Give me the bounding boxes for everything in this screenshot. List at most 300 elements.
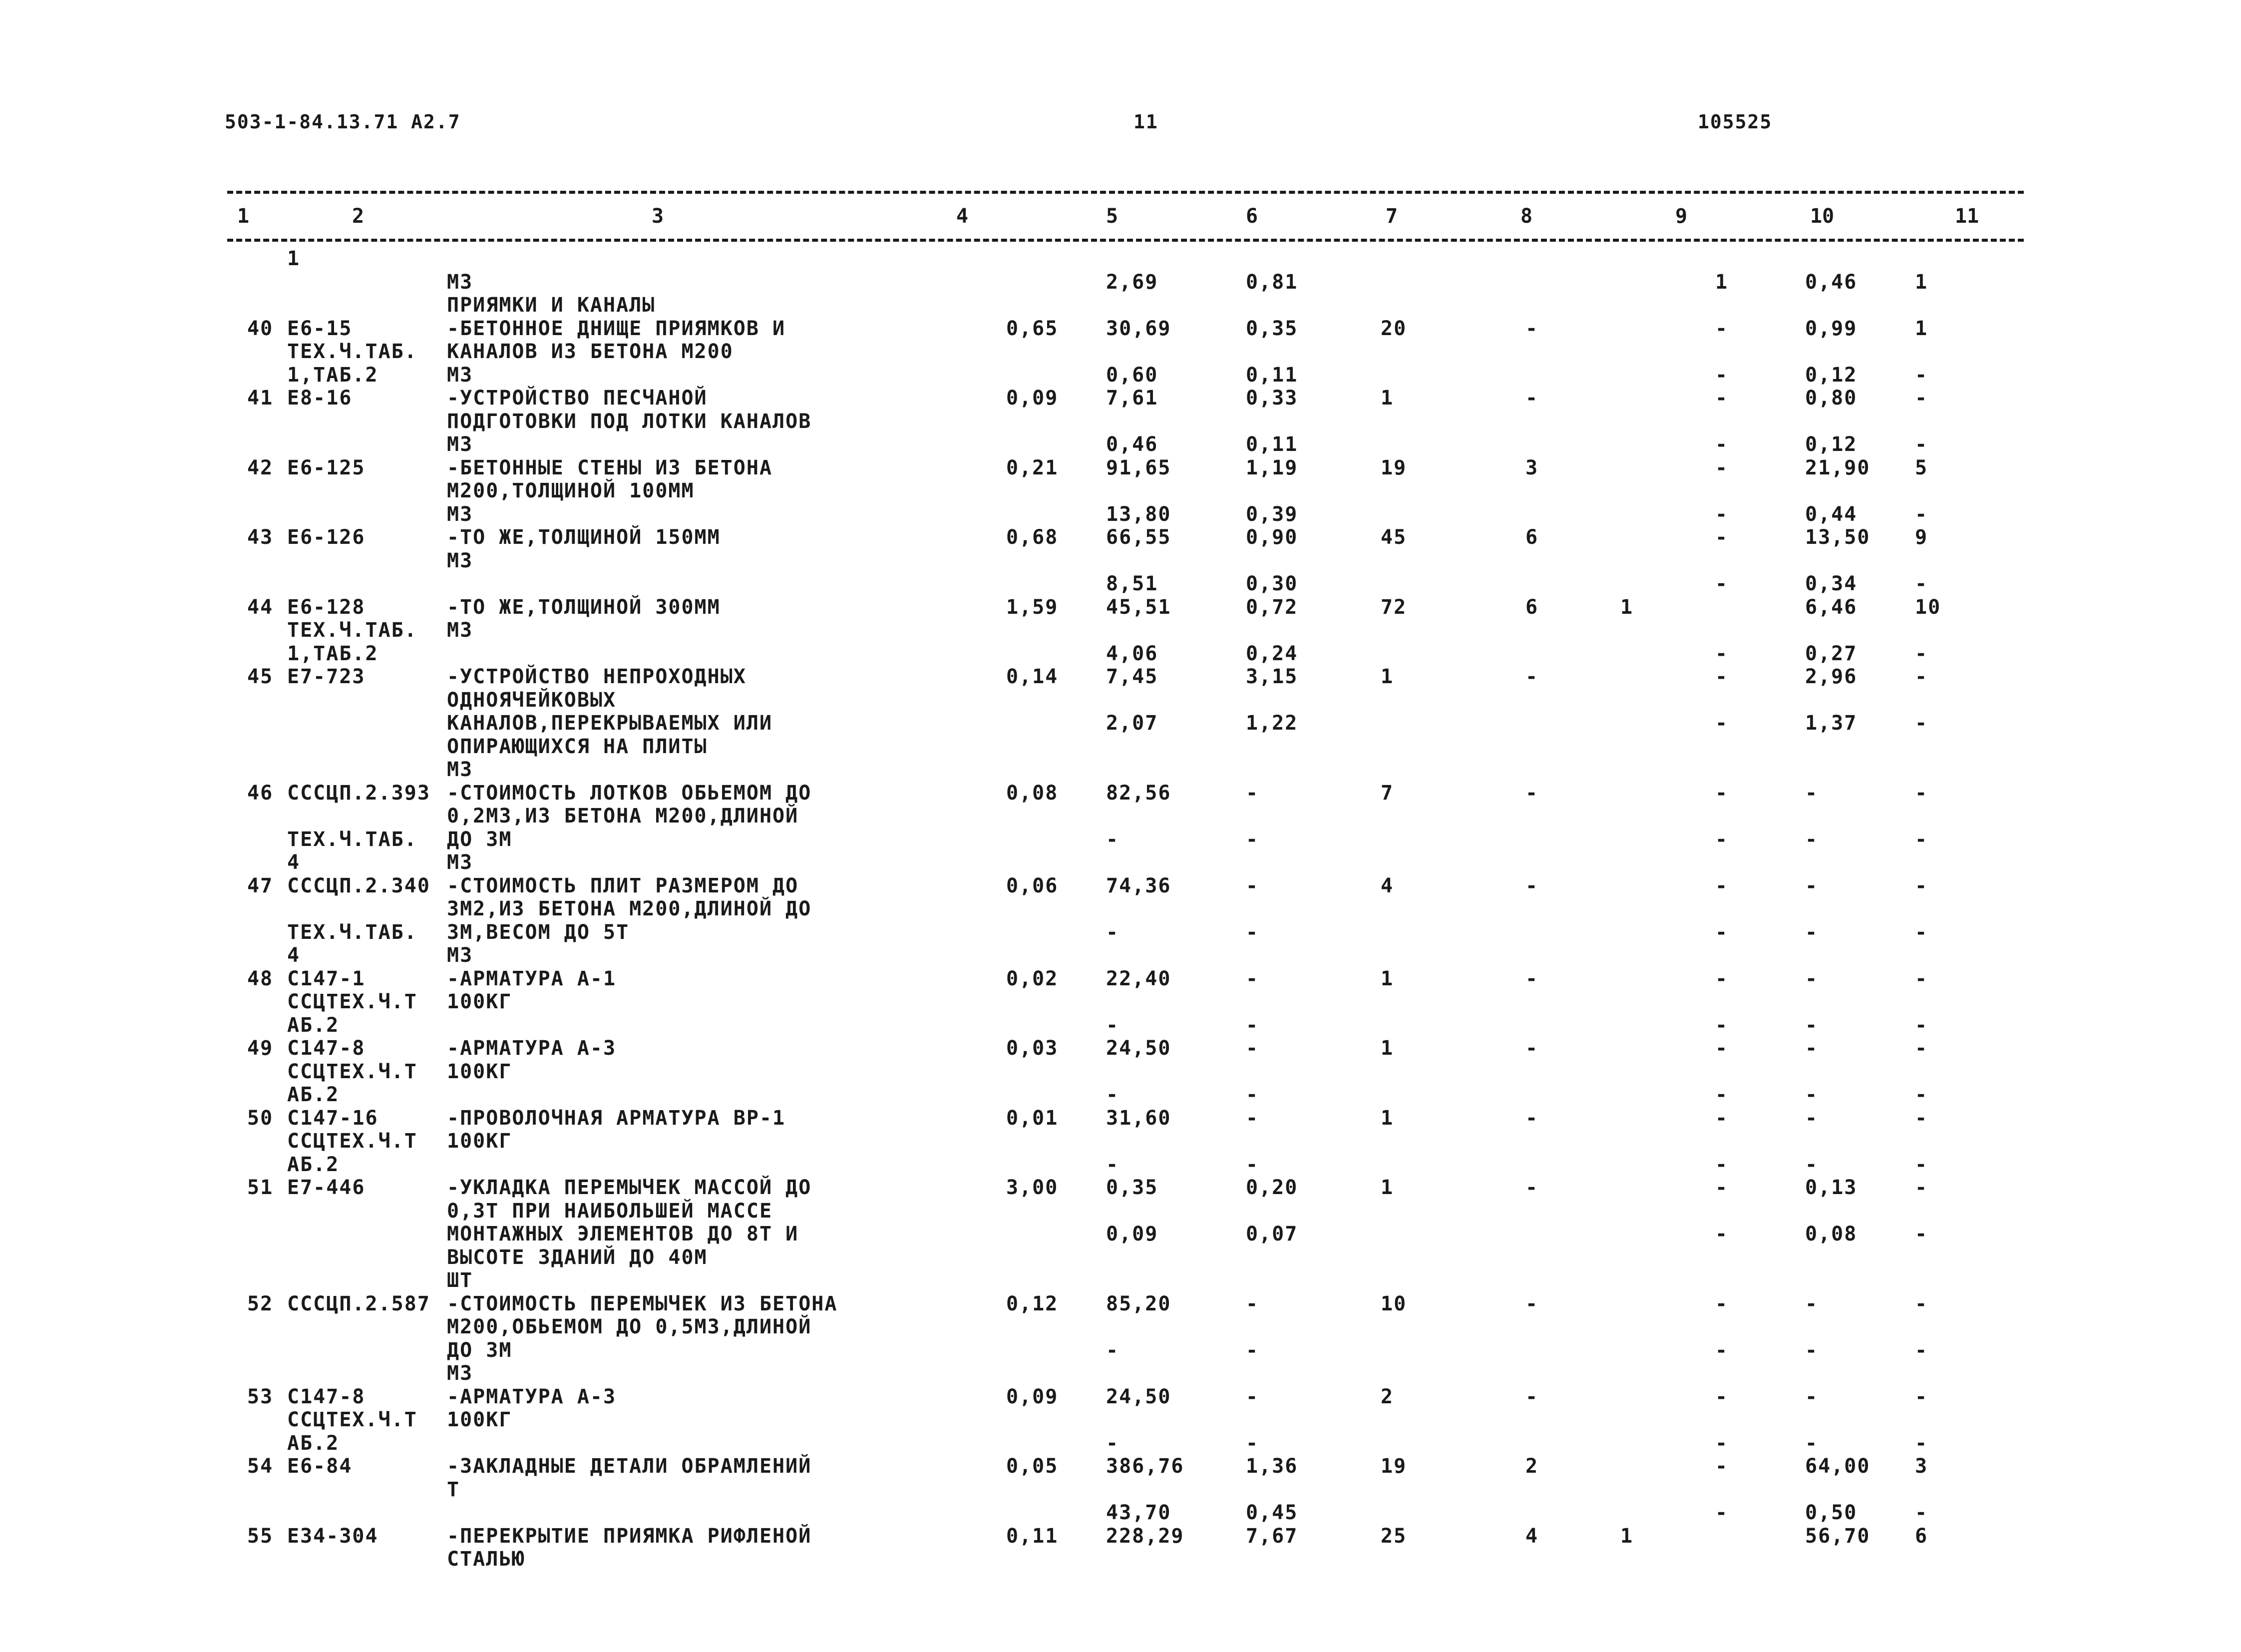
cell-quantity: 0,68 — [1006, 526, 1059, 549]
cell-description: М3 — [447, 433, 473, 456]
table-row — [227, 967, 2024, 991]
cell-code: С147-16 — [287, 1106, 378, 1130]
table-row — [227, 1130, 2024, 1153]
cell-extra-col: - — [1715, 1431, 1729, 1455]
cell-unit-wage: - — [1246, 874, 1259, 897]
cell-total-wage: - — [1525, 1176, 1539, 1199]
column-number: 2 — [352, 205, 365, 228]
cell-extra-col: - — [1715, 387, 1729, 410]
table-row — [227, 1315, 2024, 1339]
cell-code: Е6-126 — [287, 526, 366, 549]
cell-code: Е6-125 — [287, 456, 366, 479]
cell-extra-col: - — [1715, 1501, 1729, 1524]
cell-unit-wage: 0,24 — [1246, 642, 1298, 665]
cell-description: ОДНОЯЧЕЙКОВЫХ — [447, 688, 617, 712]
table-row — [227, 340, 2024, 364]
cell-total-10: - — [1805, 1037, 1819, 1060]
cell-code: Е7-446 — [287, 1176, 366, 1199]
table-row — [227, 503, 2024, 526]
cell-code: 4 — [287, 944, 301, 967]
cell-total-11: - — [1915, 642, 1928, 665]
cell-item-number: 46 — [247, 781, 274, 805]
table-row — [227, 526, 2024, 549]
cell-total-wage: - — [1525, 967, 1539, 990]
cell-total-10: - — [1805, 1153, 1819, 1176]
document-number: 105525 — [1698, 111, 1773, 133]
table-row — [227, 1014, 2024, 1037]
table-row — [227, 247, 2024, 271]
table-row — [227, 456, 2024, 480]
cell-code: С147-1 — [287, 967, 366, 990]
cell-unit-wage: - — [1246, 1083, 1259, 1106]
cell-unit-wage: 0,90 — [1246, 526, 1298, 549]
cell-unit-cost: - — [1106, 1013, 1120, 1037]
table-row — [227, 1083, 2024, 1107]
cell-extra-col: - — [1715, 1176, 1729, 1199]
cell-total-cost: 1 — [1381, 967, 1394, 990]
cell-item-number: 45 — [247, 665, 274, 688]
cell-quantity: 0,11 — [1006, 1524, 1059, 1548]
cell-total-11: - — [1915, 1153, 1928, 1176]
cell-unit-cost: 0,09 — [1106, 1223, 1158, 1245]
table-row — [227, 294, 2024, 317]
cell-extra-col: - — [1715, 1083, 1729, 1106]
cell-code: С147-8 — [287, 1037, 366, 1060]
cell-description: -АРМАТУРА А-3 — [447, 1385, 617, 1408]
cell-extra-col: - — [1715, 433, 1729, 456]
cell-code: 4 — [287, 851, 301, 874]
cell-description: -ПЕРЕКРЫТИЕ ПРИЯМКА РИФЛЕНОЙ — [447, 1524, 812, 1548]
cell-total-10: - — [1805, 874, 1819, 897]
cell-code: ССЦТЕХ.Ч.Т — [287, 990, 417, 1013]
cell-description: -УСТРОЙСТВО НЕПРОХОДНЫХ — [447, 665, 747, 688]
cell-description: 3М2,ИЗ БЕТОНА М200,ДЛИНОЙ ДО — [447, 897, 812, 920]
cell-item-number: 40 — [247, 317, 274, 340]
table-row — [227, 851, 2024, 874]
column-number: 4 — [956, 205, 969, 228]
cell-total-10: 1,37 — [1805, 712, 1858, 735]
cell-code: С147-8 — [287, 1385, 366, 1408]
cell-extra-col: - — [1715, 1292, 1729, 1315]
cell-total-cost: 25 — [1381, 1524, 1407, 1548]
table-top-rule — [227, 191, 2024, 194]
cell-unit-wage: - — [1246, 1431, 1259, 1455]
cell-total-10: 0,99 — [1805, 317, 1858, 340]
cell-description: -ЗАКЛАДНЫЕ ДЕТАЛИ ОБРАМЛЕНИЙ — [447, 1455, 812, 1478]
document-code: 503-1-84.13.71 A2.7 — [225, 111, 461, 133]
cell-unit-cost: - — [1106, 827, 1120, 851]
cell-unit-cost: 45,51 — [1106, 595, 1171, 619]
cell-total-wage: - — [1525, 1292, 1539, 1315]
cell-description: ВЫСОТЕ ЗДАНИЙ ДО 40М — [447, 1245, 708, 1269]
table-row — [227, 1339, 2024, 1362]
cell-description: -УКЛАДКА ПЕРЕМЫЧЕК МАССОЙ ДО — [447, 1176, 812, 1199]
cell-total-11: 1 — [1915, 317, 1928, 340]
table-row — [227, 433, 2024, 456]
cell-code: СССЦП.2.340 — [287, 874, 430, 897]
cell-description: 3М,ВЕСОМ ДО 5Т — [447, 920, 630, 944]
cell-code: Е34-304 — [287, 1524, 378, 1548]
cell-extra-col: - — [1715, 1037, 1729, 1060]
cell-extra-col: - — [1715, 1106, 1729, 1130]
cell-unit-wage: 1,36 — [1246, 1455, 1298, 1478]
table-row — [227, 1385, 2024, 1409]
cell-code: СССЦП.2.393 — [287, 781, 430, 805]
table-row — [227, 1200, 2024, 1223]
cell-unit-wage: 0,45 — [1246, 1501, 1298, 1524]
cell-description: ОПИРАЮЩИХСЯ НА ПЛИТЫ — [447, 735, 708, 758]
cell-description: ДО 3М — [447, 827, 512, 851]
column-number: 7 — [1386, 205, 1398, 228]
table-row — [227, 921, 2024, 944]
cell-quantity: 0,08 — [1006, 781, 1059, 805]
cell-code: ТЕХ.Ч.ТАБ. — [287, 920, 417, 944]
cell-description: 100КГ — [447, 1408, 512, 1431]
cell-total-10: 0,80 — [1805, 387, 1858, 410]
cell-total-11: 5 — [1915, 456, 1928, 479]
column-number: 8 — [1520, 205, 1533, 228]
cell-total-10: 2,96 — [1805, 665, 1858, 688]
cell-extra-col: - — [1715, 665, 1729, 688]
cell-total-11: 3 — [1915, 1455, 1928, 1478]
cell-item-number: 53 — [247, 1385, 274, 1408]
table-row — [227, 572, 2024, 596]
cell-description: КАНАЛОВ ИЗ БЕТОНА М200 — [447, 340, 734, 363]
cell-description: ПОДГОТОВКИ ПОД ЛОТКИ КАНАЛОВ — [447, 410, 812, 433]
cell-total-wage: 3 — [1525, 456, 1539, 479]
cell-unit-cost: 43,70 — [1106, 1501, 1171, 1524]
cell-unit-wage: 7,67 — [1246, 1524, 1298, 1548]
cell-code: 1,ТАБ.2 — [287, 642, 378, 665]
cell-total-cost: 1 — [1381, 1176, 1394, 1199]
cell-description: -ПРОВОЛОЧНАЯ АРМАТУРА ВР-1 — [447, 1106, 786, 1130]
table-row — [227, 619, 2024, 642]
cell-unit-wage: - — [1246, 1106, 1259, 1130]
cell-code: ТЕХ.Ч.ТАБ. — [287, 619, 417, 642]
cell-total-11: 9 — [1915, 526, 1928, 549]
cell-description: М3 — [447, 502, 473, 526]
cell-total-cost: 4 — [1381, 874, 1394, 897]
cell-total-11: 1 — [1915, 270, 1928, 294]
cell-machine-cost: 1 — [1620, 595, 1634, 619]
cell-description: -ТО ЖЕ,ТОЛЩИНОЙ 300ММ — [447, 595, 721, 619]
cell-quantity: 0,12 — [1006, 1292, 1059, 1315]
cell-unit-wage: - — [1246, 1292, 1259, 1315]
cell-total-11: - — [1915, 502, 1928, 526]
cell-unit-cost: - — [1106, 1083, 1120, 1106]
cell-quantity: 0,01 — [1006, 1106, 1059, 1130]
table-row — [227, 1176, 2024, 1200]
cell-total-10: 6,46 — [1805, 595, 1858, 619]
cell-description: Т — [447, 1478, 460, 1501]
cell-unit-cost: 2,07 — [1106, 712, 1158, 735]
cell-total-10: 56,70 — [1805, 1524, 1870, 1548]
cell-total-wage: 6 — [1525, 526, 1539, 549]
cell-description: 0,3Т ПРИ НАИБОЛЬШЕЙ МАССЕ — [447, 1199, 773, 1223]
cell-extra-col: - — [1715, 526, 1729, 549]
table-row — [227, 1060, 2024, 1084]
table-row — [227, 549, 2024, 573]
table-row — [227, 642, 2024, 666]
cell-total-11: - — [1915, 1037, 1928, 1060]
cell-item-number: 47 — [247, 874, 274, 897]
cell-code: Е6-84 — [287, 1455, 353, 1478]
table-row — [227, 782, 2024, 805]
cell-extra-col: - — [1715, 456, 1729, 479]
cell-quantity: 0,06 — [1006, 874, 1059, 897]
cell-code: АБ.2 — [287, 1013, 340, 1037]
cell-description: М3 — [447, 363, 473, 387]
cell-item-number: 54 — [247, 1455, 274, 1478]
table-row — [227, 1548, 2024, 1571]
cell-unit-cost: 228,29 — [1106, 1524, 1184, 1548]
cell-unit-wage: - — [1246, 1338, 1259, 1362]
cell-total-10: 64,00 — [1805, 1455, 1870, 1478]
cell-unit-wage: 1,22 — [1246, 712, 1298, 735]
cell-unit-wage: - — [1246, 1013, 1259, 1037]
cell-total-cost: 1 — [1381, 1106, 1394, 1130]
cell-total-wage: 2 — [1525, 1455, 1539, 1478]
cell-total-10: - — [1805, 1013, 1819, 1037]
cell-quantity: 3,00 — [1006, 1176, 1059, 1199]
cell-unit-cost: - — [1106, 1431, 1120, 1455]
table-row — [227, 990, 2024, 1014]
cell-total-11: - — [1915, 363, 1928, 387]
cell-total-cost: 2 — [1381, 1385, 1394, 1408]
cell-unit-wage: 0,11 — [1246, 363, 1298, 387]
table-row — [227, 410, 2024, 433]
cell-total-11: 10 — [1915, 595, 1941, 619]
cell-extra-col: - — [1715, 781, 1729, 805]
table-row — [227, 1478, 2024, 1502]
cell-total-wage: 4 — [1525, 1524, 1539, 1548]
cell-extra-col: - — [1715, 1153, 1729, 1176]
cell-unit-cost: 13,80 — [1106, 502, 1171, 526]
cell-unit-cost: 2,69 — [1106, 270, 1158, 294]
cell-item-number: 51 — [247, 1176, 274, 1199]
cell-total-10: 0,12 — [1805, 363, 1858, 387]
table-row — [227, 364, 2024, 387]
column-number: 1 — [237, 205, 250, 228]
cell-description: ПРИЯМКИ И КАНАЛЫ — [447, 294, 656, 317]
cell-unit-cost: 24,50 — [1106, 1385, 1171, 1408]
cell-unit-wage: 3,15 — [1246, 665, 1298, 688]
cell-unit-cost: 85,20 — [1106, 1292, 1171, 1315]
column-number: 5 — [1106, 205, 1119, 228]
cell-unit-cost: 24,50 — [1106, 1037, 1171, 1060]
cell-quantity: 1,59 — [1006, 595, 1059, 619]
cell-total-11: - — [1915, 1385, 1928, 1408]
cell-code: ССЦТЕХ.Ч.Т — [287, 1130, 417, 1153]
table-row — [227, 1432, 2024, 1455]
column-number: 3 — [652, 205, 664, 228]
cell-description: -СТОИМОСТЬ ПЕРЕМЫЧЕК ИЗ БЕТОНА — [447, 1292, 838, 1315]
estimate-table — [227, 247, 2024, 1571]
cell-code: 1,ТАБ.2 — [287, 363, 378, 387]
table-row — [227, 1501, 2024, 1525]
cell-total-11: - — [1915, 572, 1928, 595]
cell-total-11: - — [1915, 1501, 1928, 1524]
table-row — [227, 479, 2024, 503]
cell-unit-cost: 91,65 — [1106, 456, 1171, 479]
cell-quantity: 0,05 — [1006, 1455, 1059, 1478]
cell-unit-cost: 31,60 — [1106, 1106, 1171, 1130]
cell-total-cost: 20 — [1381, 317, 1407, 340]
table-row — [227, 1269, 2024, 1292]
cell-unit-cost: - — [1106, 1153, 1120, 1176]
cell-unit-cost: 30,69 — [1106, 317, 1171, 340]
cell-total-cost: 1 — [1381, 1037, 1394, 1060]
cell-description: М3 — [447, 758, 473, 781]
cell-total-10: - — [1805, 1385, 1819, 1408]
cell-extra-col: - — [1715, 317, 1729, 340]
cell-total-cost: 19 — [1381, 456, 1407, 479]
cell-code: 1 — [287, 247, 301, 270]
cell-unit-cost: 0,60 — [1106, 363, 1158, 387]
cell-total-11: - — [1915, 1223, 1928, 1245]
cell-machine-cost: 1 — [1620, 1524, 1634, 1548]
cell-code: Е6-128 — [287, 595, 366, 619]
cell-unit-cost: 8,51 — [1106, 572, 1158, 595]
cell-description: М3 — [447, 270, 473, 294]
cell-total-11: - — [1915, 1013, 1928, 1037]
cell-total-wage: 6 — [1525, 595, 1539, 619]
cell-unit-wage: - — [1246, 920, 1259, 944]
cell-total-cost: 72 — [1381, 595, 1407, 619]
cell-description: М200,ОБЬЕМОМ ДО 0,5М3,ДЛИНОЙ — [447, 1315, 812, 1338]
cell-total-10: - — [1805, 920, 1819, 944]
cell-unit-wage: - — [1246, 781, 1259, 805]
cell-unit-cost: - — [1106, 1338, 1120, 1362]
cell-item-number: 52 — [247, 1292, 274, 1315]
cell-unit-cost: 0,46 — [1106, 433, 1158, 456]
cell-total-cost: 1 — [1381, 387, 1394, 410]
page-number: 11 — [1133, 111, 1158, 133]
cell-description: -УСТРОЙСТВО ПЕСЧАНОЙ — [447, 387, 708, 410]
cell-total-10: 0,12 — [1805, 433, 1858, 456]
table-row — [227, 596, 2024, 619]
table-row — [227, 828, 2024, 851]
cell-item-number: 41 — [247, 387, 274, 410]
cell-total-wage: - — [1525, 665, 1539, 688]
cell-total-11: - — [1915, 1106, 1928, 1130]
table-row — [227, 271, 2024, 294]
cell-item-number: 55 — [247, 1524, 274, 1548]
cell-extra-col: - — [1715, 874, 1729, 897]
cell-code: ТЕХ.Ч.ТАБ. — [287, 340, 417, 363]
cell-description: -БЕТОННЫЕ СТЕНЫ ИЗ БЕТОНА — [447, 456, 773, 479]
cell-description: М3 — [447, 549, 473, 572]
cell-description: -СТОИМОСТЬ ПЛИТ РАЗМЕРОМ ДО — [447, 874, 799, 897]
cell-total-11: - — [1915, 827, 1928, 851]
cell-extra-col: - — [1715, 1338, 1729, 1362]
cell-description: М3 — [447, 851, 473, 874]
cell-unit-cost: 66,55 — [1106, 526, 1171, 549]
cell-description: 100КГ — [447, 1130, 512, 1153]
cell-total-10: 13,50 — [1805, 526, 1870, 549]
cell-extra-col: - — [1715, 502, 1729, 526]
cell-item-number: 42 — [247, 456, 274, 479]
cell-unit-cost: 386,76 — [1106, 1455, 1184, 1478]
cell-unit-wage: 0,11 — [1246, 433, 1298, 456]
cell-unit-wage: - — [1246, 967, 1259, 990]
table-row — [227, 689, 2024, 712]
cell-extra-col: 1 — [1715, 270, 1729, 294]
cell-unit-wage: 0,07 — [1246, 1223, 1298, 1245]
table-row — [227, 1107, 2024, 1130]
cell-description: 100КГ — [447, 990, 512, 1013]
table-row — [227, 944, 2024, 967]
cell-item-number: 48 — [247, 967, 274, 990]
cell-description: -АРМАТУРА А-1 — [447, 967, 617, 990]
cell-total-cost: 1 — [1381, 665, 1394, 688]
cell-total-11: - — [1915, 387, 1928, 410]
cell-description: СТАЛЬЮ — [447, 1548, 525, 1571]
cell-total-wage: - — [1525, 1385, 1539, 1408]
table-row — [227, 317, 2024, 341]
table-row — [227, 1153, 2024, 1177]
cell-total-10: 0,46 — [1805, 270, 1858, 294]
cell-unit-cost: 0,35 — [1106, 1176, 1158, 1199]
cell-description: М3 — [447, 1362, 473, 1385]
cell-total-11: - — [1915, 1176, 1928, 1199]
cell-code: Е6-15 — [287, 317, 353, 340]
cell-unit-wage: - — [1246, 1385, 1259, 1408]
cell-extra-col: - — [1715, 967, 1729, 990]
cell-unit-wage: - — [1246, 1153, 1259, 1176]
cell-total-10: - — [1805, 1106, 1819, 1130]
table-row — [227, 712, 2024, 735]
table-row — [227, 1223, 2024, 1246]
cell-item-number: 44 — [247, 595, 274, 619]
cell-total-11: - — [1915, 874, 1928, 897]
cell-unit-wage: 1,19 — [1246, 456, 1298, 479]
cell-extra-col: - — [1715, 1385, 1729, 1408]
cell-extra-col: - — [1715, 1013, 1729, 1037]
column-number: 6 — [1246, 205, 1258, 228]
cell-total-cost: 19 — [1381, 1455, 1407, 1478]
cell-description: -ТО ЖЕ,ТОЛЩИНОЙ 150ММ — [447, 526, 721, 549]
cell-total-wage: - — [1525, 1106, 1539, 1130]
column-number-header — [227, 200, 2024, 235]
cell-total-cost: 7 — [1381, 781, 1394, 805]
table-row — [227, 1362, 2024, 1385]
cell-extra-col: - — [1715, 363, 1729, 387]
cell-total-10: - — [1805, 967, 1819, 990]
cell-total-11: - — [1915, 1338, 1928, 1362]
cell-unit-wage: 0,72 — [1246, 595, 1298, 619]
cell-unit-wage: 0,33 — [1246, 387, 1298, 410]
cell-code: СССЦП.2.587 — [287, 1292, 430, 1315]
cell-unit-wage: - — [1246, 827, 1259, 851]
cell-description: ДО 3М — [447, 1338, 512, 1362]
cell-total-10: 0,44 — [1805, 502, 1858, 526]
cell-unit-wage: - — [1246, 1037, 1259, 1060]
cell-description: КАНАЛОВ,ПЕРЕКРЫВАЕМЫХ ИЛИ — [447, 712, 773, 735]
cell-unit-wage: 0,20 — [1246, 1176, 1298, 1199]
table-row — [227, 1408, 2024, 1432]
cell-unit-wage: 0,81 — [1246, 270, 1298, 294]
cell-description: -БЕТОННОЕ ДНИЩЕ ПРИЯМКОВ И — [447, 317, 786, 340]
table-row — [227, 1292, 2024, 1316]
cell-total-11: - — [1915, 433, 1928, 456]
cell-description: -АРМАТУРА А-3 — [447, 1037, 617, 1060]
cell-total-wage: - — [1525, 317, 1539, 340]
cell-quantity: 0,21 — [1006, 456, 1059, 479]
cell-code: АБ.2 — [287, 1431, 340, 1455]
cell-total-11: - — [1915, 920, 1928, 944]
cell-unit-cost: 22,40 — [1106, 967, 1171, 990]
